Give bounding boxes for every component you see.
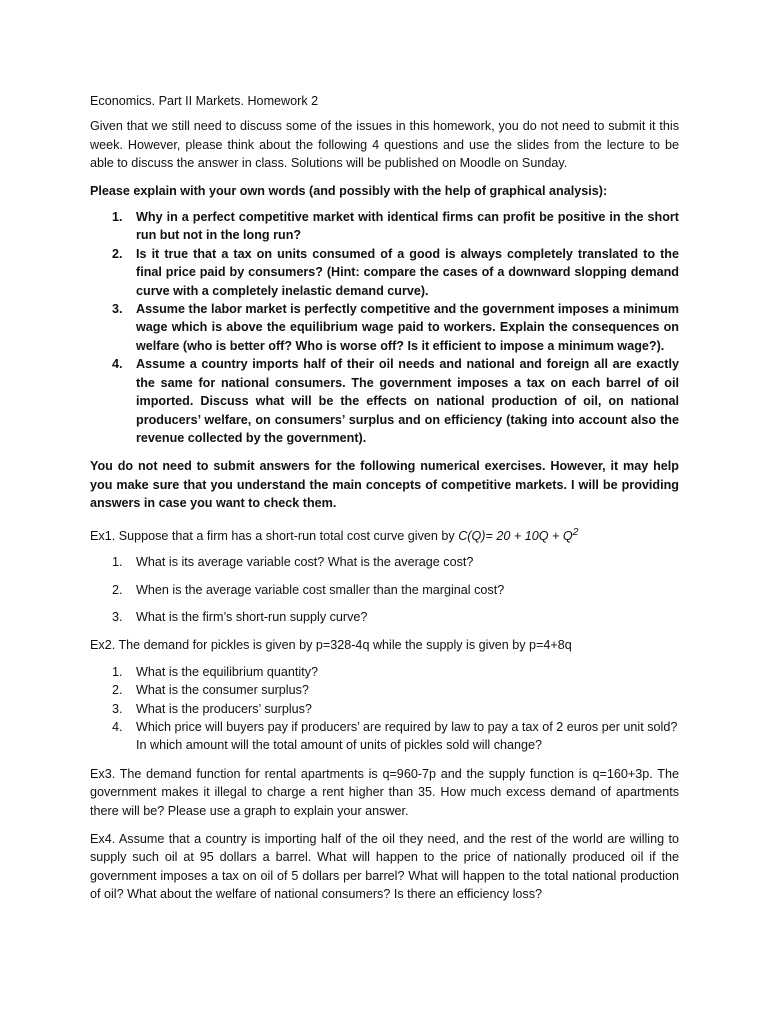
list-item: 1. What is the equilibrium quantity?	[112, 664, 319, 679]
list-item: 3. Assume the labor market is perfectly competitive and the government imposes a minimum wage which is above the equilibrium wage paid to workers. Explain the consequences on welfare (who is better off? Who is worse off? Is it efficient to impose a minimum wage?).	[112, 302, 679, 353]
ex3-paragraph: Ex3. The demand function for rental apartments is q=960-7p and the supply function is q=160+3p. The government makes it illegal to charge a rent higher than 35. How much excess demand of apartments there will be? Please use a graph to explain your answer.	[90, 766, 679, 818]
list-item: 4. Assume a country imports half of their oil needs and national and foreign all are exactly the same for national consumers. The government imposes a tax on each barrel of oil imported. Discuss what will be the effects on national production of oil, on national producers’ welfare, on consumers’ surplus and on efficiency (taking into account also the revenue collected by the government).	[112, 357, 679, 445]
list-item: 2. What is the consumer surplus?	[112, 683, 309, 698]
formula-exponent: 2	[572, 525, 579, 538]
list-item: 4. Which price will buyers pay if producers’ are required by law to pay a tax of 2 euros per unit sold? In which amount will the total amount of units of pickles sold will change?	[112, 719, 678, 753]
ex2-heading: Ex2. The demand for pickles is given by p=328-4q while the supply is given by p=4+8q	[90, 638, 572, 653]
numerical-exercises-note: You do not need to submit answers for the following numerical exercises. However, it may help you make sure that you understand the main concepts of competitive markets. I will be providing answers in case you want to check them.	[90, 459, 679, 511]
document-body	[90, 92, 679, 914]
intro-paragraph: Given that we still need to discuss some of the issues in this homework, you do not need to submit it this week. However, please think about the following 4 questions and use the slides from the lecture to be able to discuss the answer in class. Solutions will be published on Moodle on Sunday.	[90, 119, 679, 171]
list-item: 3. What is the producers’ surplus?	[112, 701, 312, 716]
list-item: 2. Is it true that a tax on units consumed of a good is always completely translated to the final price paid by consumers? (Hint: compare the cases of a downward slopping demand curve with a completely inelastic demand curve).	[112, 246, 679, 298]
questions-list	[90, 208, 679, 447]
questions-prompt: Please explain with your own words (and possibly with the help of graphical analysis):	[90, 183, 608, 198]
list-item: 2. When is the average variable cost smaller than the marginal cost?	[112, 582, 505, 597]
ex2-list	[90, 663, 679, 755]
ex4-paragraph: Ex4. Assume that a country is importing half of the oil they need, and the rest of the world are willing to supply such oil at 95 dollars a barrel. What will happen to the price of nationally produced oil if the government imposes a tax on oil of 5 dollars per barrel? What will happen to the total national production of oil? What about the welfare of national consumers? Is there an efficiency loss?	[90, 832, 679, 902]
ex1-list	[90, 553, 679, 626]
cost-formula: C(Q)= 20 + 10Q + Q	[458, 528, 573, 543]
list-item: 1. Why in a perfect competitive market with identical firms can profit be positive in the short run but not in the long run?	[112, 210, 679, 243]
ex1-heading: Ex1. Suppose that a firm has a short-run total cost curve given by $C(Q)= 20 + 10Q + Q^2$	[90, 525, 579, 543]
document-title: Economics. Part II Markets. Homework 2	[90, 94, 319, 108]
list-item: 3. What is the firm’s short-run supply curve?	[112, 609, 368, 624]
list-item: 1. What is its average variable cost? What is the average cost?	[112, 555, 474, 570]
